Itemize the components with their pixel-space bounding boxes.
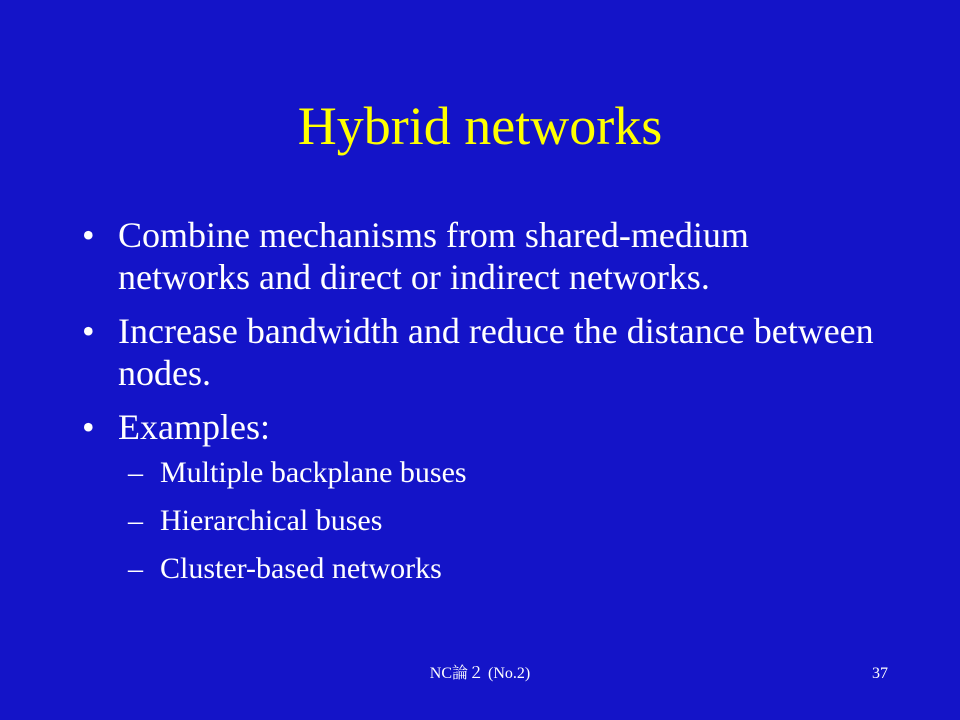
page-number: 37 xyxy=(872,665,888,682)
sub-bullet-marker: – xyxy=(128,456,143,489)
example-text: Cluster-based networks xyxy=(160,552,442,585)
bullet-text: Combine mechanisms from shared-medium networks and direct or indirect networks. xyxy=(118,215,749,297)
examples-list xyxy=(118,456,882,586)
sub-bullet-marker: – xyxy=(128,504,143,537)
footer-course-label: NC論２ (No.2) xyxy=(429,665,531,682)
bullet-list xyxy=(82,214,882,600)
example-text: Hierarchical buses xyxy=(160,504,383,537)
example-item xyxy=(118,504,882,538)
slide-title: Hybrid networks xyxy=(297,96,663,156)
bullet-marker: • xyxy=(82,215,95,255)
bullet-text: Examples: xyxy=(118,407,270,447)
example-text: Multiple backplane buses xyxy=(160,456,467,489)
example-item xyxy=(118,552,882,586)
example-item xyxy=(118,456,882,490)
bullet-marker: • xyxy=(82,311,95,351)
bullet-item xyxy=(82,406,882,586)
bullet-item xyxy=(82,214,882,298)
sub-bullet-marker: – xyxy=(128,552,143,585)
bullet-marker: • xyxy=(82,407,95,447)
bullet-text: Increase bandwidth and reduce the distance between nodes. xyxy=(118,311,874,393)
bullet-item xyxy=(82,310,882,394)
